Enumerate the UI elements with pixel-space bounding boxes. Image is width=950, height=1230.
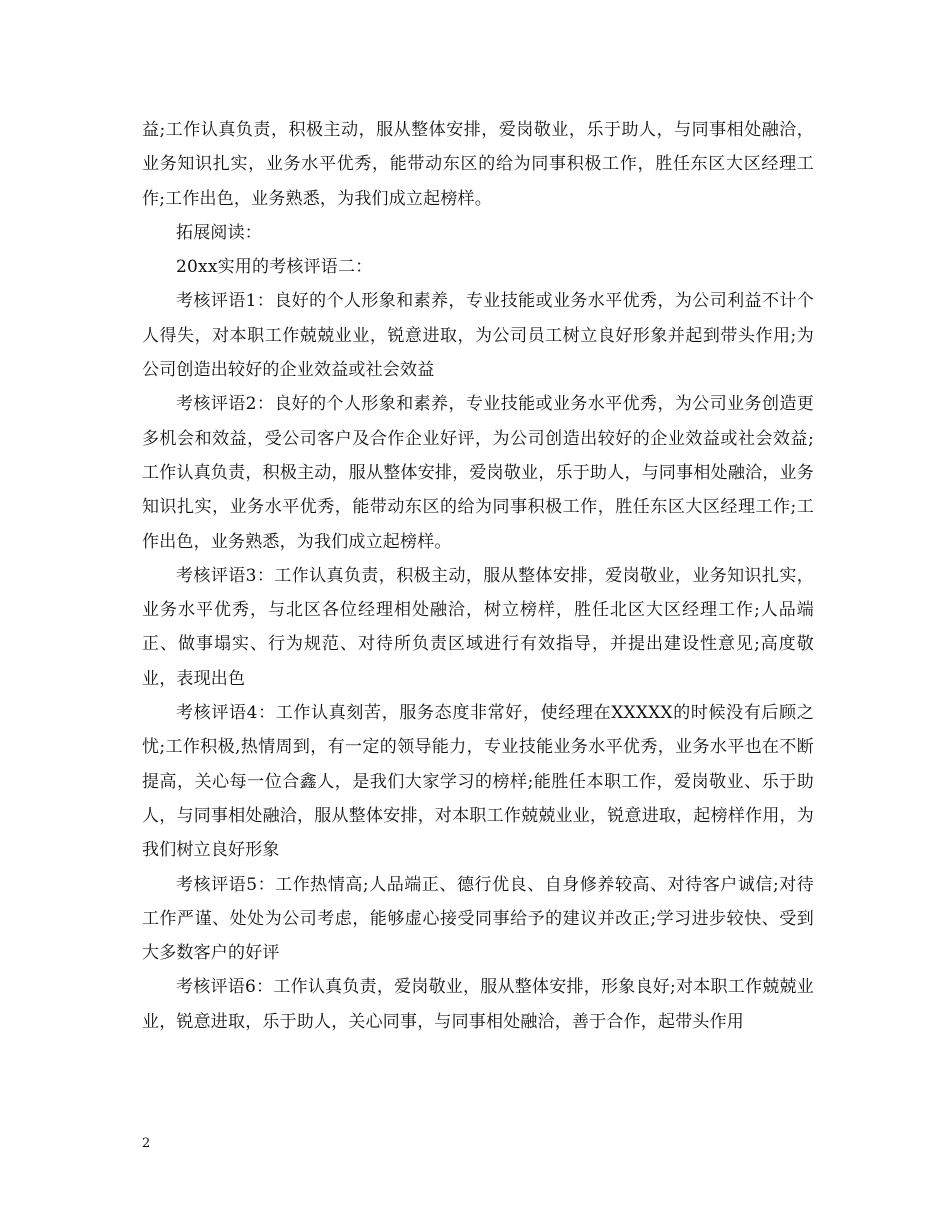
paragraph-comment-5: 考核评语5：工作热情高;人品端正、德行优良、自身修养较高、对待客户诚信;对待工作严谨、处处为公司考虑，能够虚心接受同事给予的建议并改正;学习进步较快、受到大多数客户的好评	[142, 874, 814, 964]
page-number: 2	[142, 1136, 151, 1151]
paragraph-comment-1: 考核评语1：良好的个人形象和素养，专业技能或业务水平优秀，为公司利益不计个人得失，对本职工作兢兢业业，锐意进取，为公司员工树立良好形象并起到带头作用;为公司创造出较好的企业效益或社会效益	[142, 291, 814, 381]
document-body	[142, 113, 814, 1039]
paragraph-comment-3: 考核评语3：工作认真负责，积极主动，服从整体安排，爱岗敬业，业务知识扎实，业务水平优秀，与北区各位经理相处融洽，树立榜样，胜任北区大区经理工作;人品端正、做事塌实、行为规范、对待所负责区域进行有效指导，并提出建设性意见;高度敬业，表现出色	[142, 565, 814, 689]
paragraph-comment-4: 考核评语4：工作认真刻苦，服务态度非常好，使经理在XXXXX的时候没有后顾之忧;工作积极,热情周到，有一定的领导能力，专业技能业务水平优秀，业务水平也在不断提高，关心每一位合鑫人，是我们大家学习的榜样;能胜任本职工作，爱岗敬业、乐于助人，与同事相处融洽，服从整体安排，对本职工作兢兢业业，锐意进取，起榜样作用，为我们树立良好形象	[142, 703, 814, 861]
paragraph-comment-6: 考核评语6：工作认真负责，爱岗敬业，服从整体安排，形象良好;对本职工作兢兢业业，锐意进取，乐于助人，关心同事，与同事相处融洽，善于合作，起带头作用	[142, 977, 814, 1032]
paragraph-comment-2: 考核评语2：良好的个人形象和素养，专业技能或业务水平优秀，为公司业务创造更多机会和效益，受公司客户及合作企业好评，为公司创造出较好的企业效益或社会效益;工作认真负责，积极主动，服从整体安排，爱岗敬业，乐于助人，与同事相处融洽，业务知识扎实，业务水平优秀，能带动东区的给为同事积极工作，胜任东区大区经理工作;工作出色，业务熟悉，为我们成立起榜样。	[142, 394, 814, 552]
paragraph-section-heading: 20xx实用的考核评语二：	[176, 257, 373, 278]
paragraph-continuation: 益;工作认真负责，积极主动，服从整体安排，爱岗敬业，乐于助人，与同事相处融洽，业务知识扎实，业务水平优秀，能带动东区的给为同事积极工作，胜任东区大区经理工作;工作出色，业务熟悉，为我们成立起榜样。	[142, 120, 814, 209]
paragraph-extended-reading-heading: 拓展阅读：	[176, 222, 262, 243]
